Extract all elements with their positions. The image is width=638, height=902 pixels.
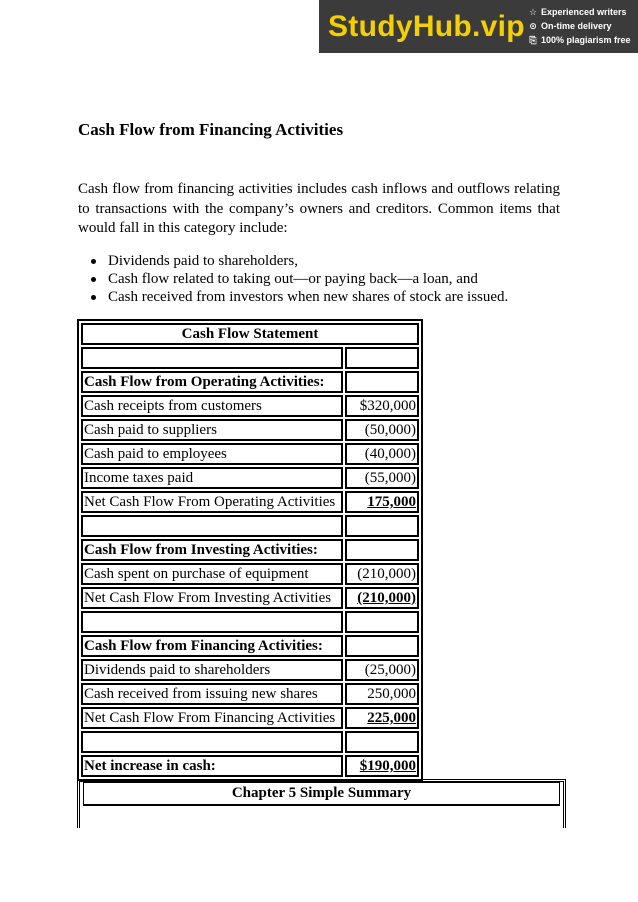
- operating-total-value: 175,000: [367, 494, 416, 510]
- document-icon: ⎘: [529, 35, 537, 45]
- perk-label: 100% plagiarism free: [541, 35, 631, 45]
- row-label: Cash paid to suppliers: [81, 419, 343, 441]
- financing-total-value: 225,000: [367, 710, 416, 726]
- row-value: (55,000): [345, 467, 419, 489]
- list-item: Cash flow related to taking out—or paying back—a loan, and: [90, 270, 508, 288]
- row-label: Dividends paid to shareholders: [81, 659, 343, 681]
- chapter-summary-box: [77, 779, 566, 828]
- list-item: Dividends paid to shareholders,: [90, 252, 508, 270]
- investing-total-value: (210,000): [357, 590, 416, 606]
- section-heading: Cash Flow from Financing Activities: [78, 120, 344, 139]
- perk-plagiarism-free: [528, 33, 631, 47]
- subtotal-row: [81, 587, 419, 609]
- row-value: (50,000): [345, 419, 419, 441]
- net-increase-value: $190,000: [359, 758, 416, 774]
- blank-row: [81, 515, 419, 537]
- table-row: [81, 467, 419, 489]
- perk-label: On-time delivery: [541, 21, 612, 31]
- row-label: Cash receipts from customers: [81, 395, 343, 417]
- banner-perks: [528, 5, 631, 47]
- row-value: (40,000): [345, 443, 419, 465]
- studyhub-banner[interactable]: [319, 0, 638, 53]
- list-item: Cash received from investors when new shares of stock are issued.: [90, 288, 508, 306]
- table-row: [81, 443, 419, 465]
- table-row: [81, 683, 419, 705]
- perk-label: Experienced writers: [541, 7, 627, 17]
- blank-row: [81, 611, 419, 633]
- row-value: 250,000: [345, 683, 419, 705]
- table-row: [81, 659, 419, 681]
- financing-total-label: Net Cash Flow From Financing Activities: [81, 707, 343, 729]
- summary-title: Chapter 5 Simple Summary: [83, 782, 560, 806]
- table-title: Cash Flow Statement: [81, 323, 419, 345]
- net-increase-label: Net increase in cash:: [81, 755, 343, 777]
- operating-total-label: Net Cash Flow From Operating Activities: [81, 491, 343, 513]
- perk-experienced-writers: [528, 5, 631, 19]
- perk-on-time-delivery: [528, 19, 631, 33]
- section-heading-row: [81, 539, 419, 561]
- studyhub-logo[interactable]: StudyHub.vip: [328, 9, 525, 43]
- section-heading-row: [81, 371, 419, 393]
- row-label: Cash paid to employees: [81, 443, 343, 465]
- row-value: (210,000): [345, 563, 419, 585]
- table-title-row: [81, 323, 419, 345]
- blank-row: [81, 347, 419, 369]
- bullet-list: [90, 252, 508, 306]
- row-label: Cash spent on purchase of equipment: [81, 563, 343, 585]
- subtotal-row: [81, 491, 419, 513]
- clock-icon: ⊙: [529, 21, 537, 31]
- blank-row: [81, 731, 419, 753]
- section-heading-row: [81, 635, 419, 657]
- financing-heading: Cash Flow from Financing Activities:: [81, 635, 343, 657]
- star-icon: ☆: [528, 7, 538, 17]
- row-value: $320,000: [345, 395, 419, 417]
- table-row: [81, 563, 419, 585]
- row-value: (25,000): [345, 659, 419, 681]
- table-row: [81, 395, 419, 417]
- table-row: [81, 419, 419, 441]
- operating-heading: Cash Flow from Operating Activities:: [81, 371, 343, 393]
- subtotal-row: [81, 707, 419, 729]
- investing-heading: Cash Flow from Investing Activities:: [81, 539, 343, 561]
- net-increase-row: [81, 755, 419, 777]
- investing-total-label: Net Cash Flow From Investing Activities: [81, 587, 343, 609]
- section-paragraph: Cash flow from financing activities includes cash inflows and outflows relating to transactions with the company’s owners and creditors. Common items that would fall in this category include:: [78, 181, 560, 236]
- cash-flow-statement-table: [77, 319, 423, 781]
- row-label: Cash received from issuing new shares: [81, 683, 343, 705]
- row-label: Income taxes paid: [81, 467, 343, 489]
